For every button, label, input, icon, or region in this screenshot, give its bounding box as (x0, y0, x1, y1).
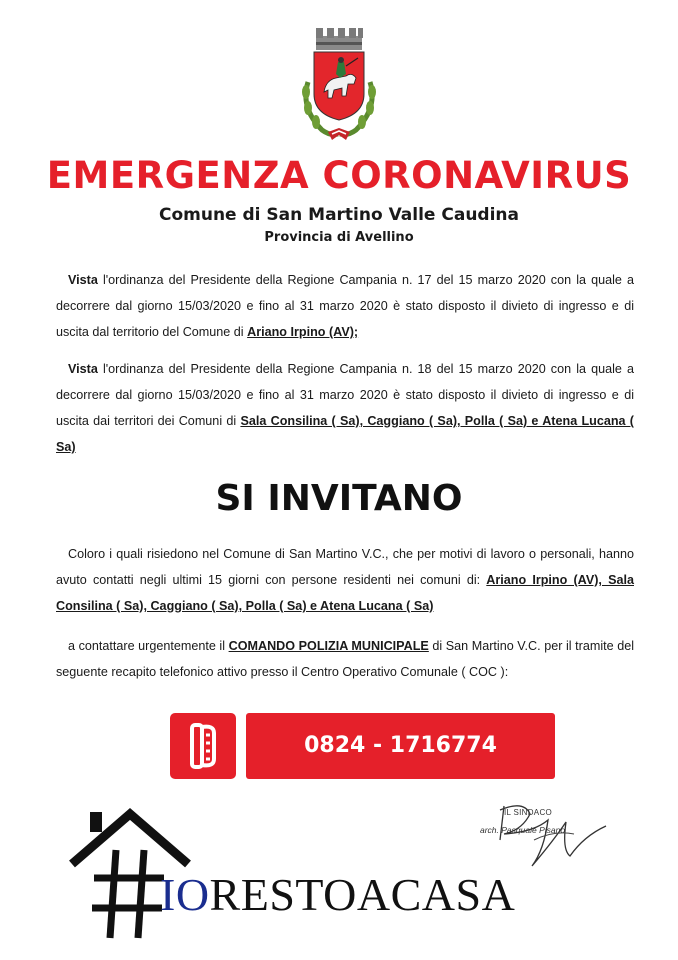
contact-paragraph (56, 633, 634, 685)
paragraph-text: a contattare urgentemente il (68, 639, 229, 653)
affected-places: Ariano Irpino (AV), Sala Consilina ( Sa), Caggiano ( Sa), Polla ( Sa) e Atena Lucana ( Sa) (56, 573, 634, 613)
iorestoacasa-hashtag (160, 870, 515, 920)
police-command: COMANDO POLIZIA MUNICIPALE (228, 639, 429, 653)
hashtag-io: IO (160, 869, 210, 920)
municipal-crest-icon (286, 22, 392, 152)
phone-number[interactable]: 0824 - 1716774 (246, 713, 555, 779)
invite-heading: SI INVITANO (215, 478, 463, 519)
paragraph-text: l'ordinanza del Presidente della Regione Campania n. 17 del 15 marzo 2020 con la quale a decorrere dal giorno 15/03/2020 e fino al 31 marzo 2020 è stato disposto il divieto di ingresso e di uscita dal territorio del Comune di (56, 273, 634, 339)
ordinance-paragraph-2 (56, 356, 634, 460)
municipality-name: Comune di San Martino Valle Caudina (158, 205, 520, 225)
paragraph-text: di San Martino V.C. per il tramite del seguente recapito telefonico attivo presso il Centro Operativo Comunale ( COC ): (56, 639, 634, 679)
vista-label: Vista (68, 362, 98, 376)
restricted-place: Ariano Irpino (AV); (247, 325, 359, 339)
province-name: Provincia di Avellino (264, 230, 414, 245)
page-title: EMERGENZA CORONAVIRUS (46, 154, 632, 197)
mayor-name: arch. Pasquale Pisano (480, 825, 566, 835)
restricted-places: Sala Consilina ( Sa), Caggiano ( Sa), Polla ( Sa) e Atena Lucana ( Sa) (56, 414, 634, 454)
hashtag-icon (86, 842, 170, 944)
mayor-title: IL SINDACO (504, 808, 553, 817)
ordinance-paragraph-1 (56, 267, 634, 345)
paragraph-text: Coloro i quali risiedono nel Comune di San Martino V.C., che per motivi di lavoro o personali, hanno avuto contatti negli ultimi 15 giorni con persone residenti nei comuni di: (56, 547, 634, 587)
phone-icon (170, 713, 236, 779)
paragraph-text: l'ordinanza del Presidente della Regione Campania n. 18 del 15 marzo 2020 con la quale a decorrere dal giorno 15/03/2020 e fino al 31 marzo 2020 è stato disposto il divieto di ingresso e di uscita dai territori dei Comuni di (56, 362, 634, 428)
vista-label: Vista (68, 273, 98, 287)
invite-paragraph (56, 541, 634, 619)
hashtag-restoacasa: RESTOACASA (209, 869, 516, 920)
